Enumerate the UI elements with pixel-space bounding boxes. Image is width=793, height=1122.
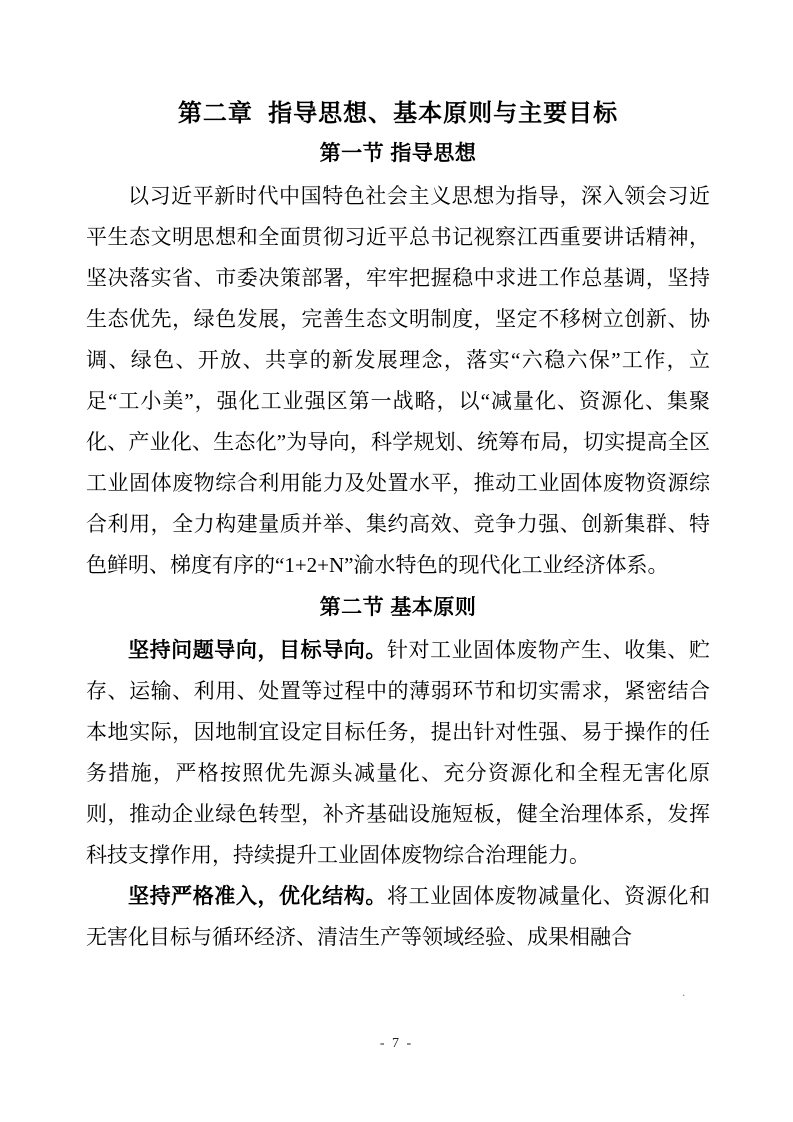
page-content	[86, 96, 710, 958]
paragraph-guiding-ideology	[86, 176, 710, 586]
page-number: - 7 -	[379, 1036, 414, 1051]
paragraph-principle-1	[86, 630, 710, 876]
paragraph-text: 针对工业固体废物产生、收集、贮存、运输、利用、处置等过程中的薄弱环节和切实需求，紧密结合本地实际，因地制宜设定目标任务，提出针对性强、易于操作的任务措施，严格按照优先源头减量化、充分资源化和全程无害化原则，推动企业绿色转型，补齐基础设施短板，健全治理体系，发挥科技支撑作用，持续提升工业固体废物综合治理能力。	[86, 638, 711, 867]
paragraph-principle-2	[86, 876, 710, 958]
paragraph-lead: 坚持严格准入，优化结构。	[128, 885, 387, 908]
section-heading-2: 第二节 基本原则	[319, 596, 477, 619]
paragraph-lead: 坚持问题导向，目标导向。	[128, 639, 387, 662]
section-heading-1: 第一节 指导思想	[319, 142, 477, 165]
chapter-title: 第二章 指导思想、基本原则与主要目标	[177, 100, 619, 127]
paragraph-text: 以习近平新时代中国特色社会主义思想为指导，深入领会习近平生态文明思想和全面贯彻习近平总书记视察江西重要讲话精神，坚决落实省、市委决策部署，牢牢把握稳中求进工作总基调，坚持生态优先，绿色发展，完善生态文明制度，坚定不移树立创新、协调、绿色、开放、共享的新发展理念，落实“六稳六保”工作，立足“工小美”，强化工业强区第一战略，以“减量化、资源化、集聚化、产业化、生态化”为导向，科学规划、统筹布局，切实提高全区工业固体废物综合利用能力及处置水平，推动工业固体废物资源综合利用，全力构建量质并举、集约高效、竞争力强、创新集群、特色鲜明、梯度有序的“1+2+N”渝水特色的现代化工业经济体系。	[86, 184, 710, 577]
stray-ink-mark: .	[682, 984, 686, 999]
paragraph-text: 将工业固体废物减量化、资源化和无害化目标与循环经济、清洁生产等领域经验、成果相融合	[86, 884, 711, 949]
